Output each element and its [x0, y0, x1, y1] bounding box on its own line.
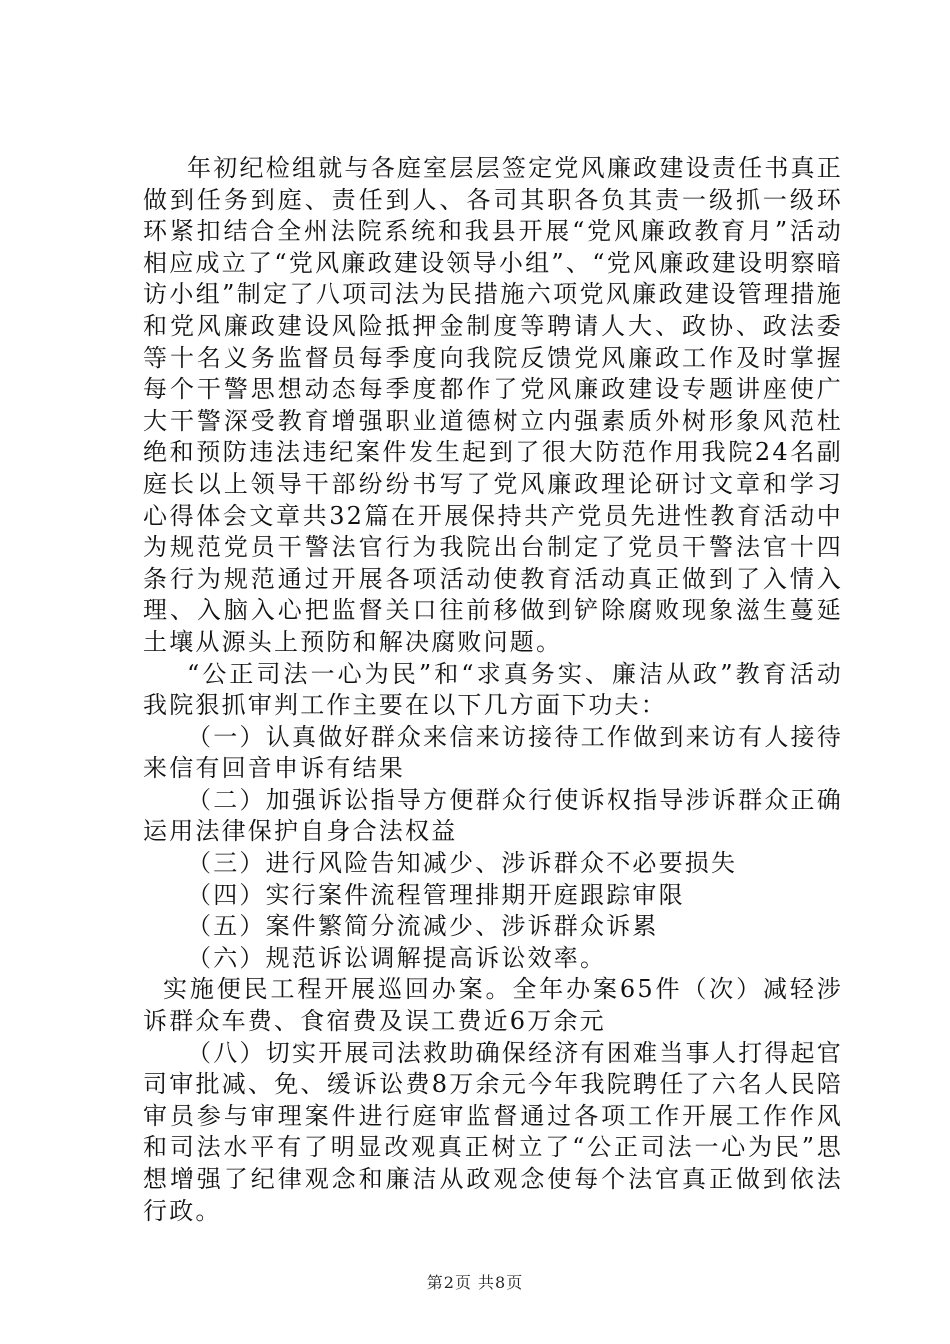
list-item-3: （三）进行风险告知减少、涉诉群众不必要损失 [187, 849, 738, 878]
list-item-6: （六）规范诉讼调解提高诉讼效率。 [187, 943, 607, 972]
list-item-2: （二）加强诉讼指导方便群众行使诉权指导涉诉群众正确运用法律保护自身合法权益 [143, 785, 843, 846]
document-body [143, 153, 843, 1227]
list-item-1: （一）认真做好群众来信来访接待工作做到来访有人接待来信有回音申诉有结果 [143, 722, 843, 783]
paragraph-education-activity: “公正司法一心为民”和“求真务实、廉洁从政”教育活动我院狠抓审判工作主要在以下几方面下功夫： [143, 659, 843, 720]
paragraph-responsibility: 年初纪检组就与各庭室层层签定党风廉政建设责任书真正做到任务到庭、责任到人、各司其职各负其责一级抓一级环环紧扣结合全州法院系统和我县开展“党风廉政教育月”活动相应成立了“党风廉政建设领导小组”、“党风廉政建设明察暗访小组”制定了八项司法为民措施六项党风廉政建设管理措施和党风廉政建设风险抵押金制度等聘请人大、政协、政法委等十名义务监督员每季度向我院反馈党风廉政工作及时掌握每个干警思想动态每季度都作了党风廉政建设专题讲座使广大干警深受教育增强职业道德树立内强素质外树形象风范杜绝和预防违法违纪案件发生起到了很大防范作用我院24名副庭长以上领导干部纷纷书写了党风廉政理论研讨文章和学习心得体会文章共32篇在开展保持共产党员先进性教育活动中为规范党员干警法官行为我院出台制定了党员干警法官十四条行为规范通过开展各项活动使教育活动真正做到了入情入理、入脑入心把监督关口往前移做到铲除腐败现象滋生蔓延土壤从源头上预防和解决腐败问题。 [143, 154, 843, 656]
list-item-8: （八）切实开展司法救助确保经济有困难当事人打得起官司审批减、免、缓诉讼费8万余元今年我院聘任了六名人民陪审员参与审理案件进行庭审监督通过各项工作开展工作作风和司法水平有了明显改观真正树立了“公正司法一心为民”思想增强了纪律观念和廉洁从政观念使每个法官真正做到依法行政。 [143, 1038, 843, 1225]
page-number-footer: 第2页 共8页 [426, 1273, 524, 1292]
paragraph-convenience-project: 实施便民工程开展巡回办案。全年办案65件（次）减轻涉诉群众车费、食宿费及误工费近6万余元 [143, 975, 843, 1036]
list-item-4: （四）实行案件流程管理排期开庭跟踪审限 [187, 880, 685, 909]
list-item-5: （五）案件繁简分流减少、涉诉群众诉累 [187, 912, 659, 941]
